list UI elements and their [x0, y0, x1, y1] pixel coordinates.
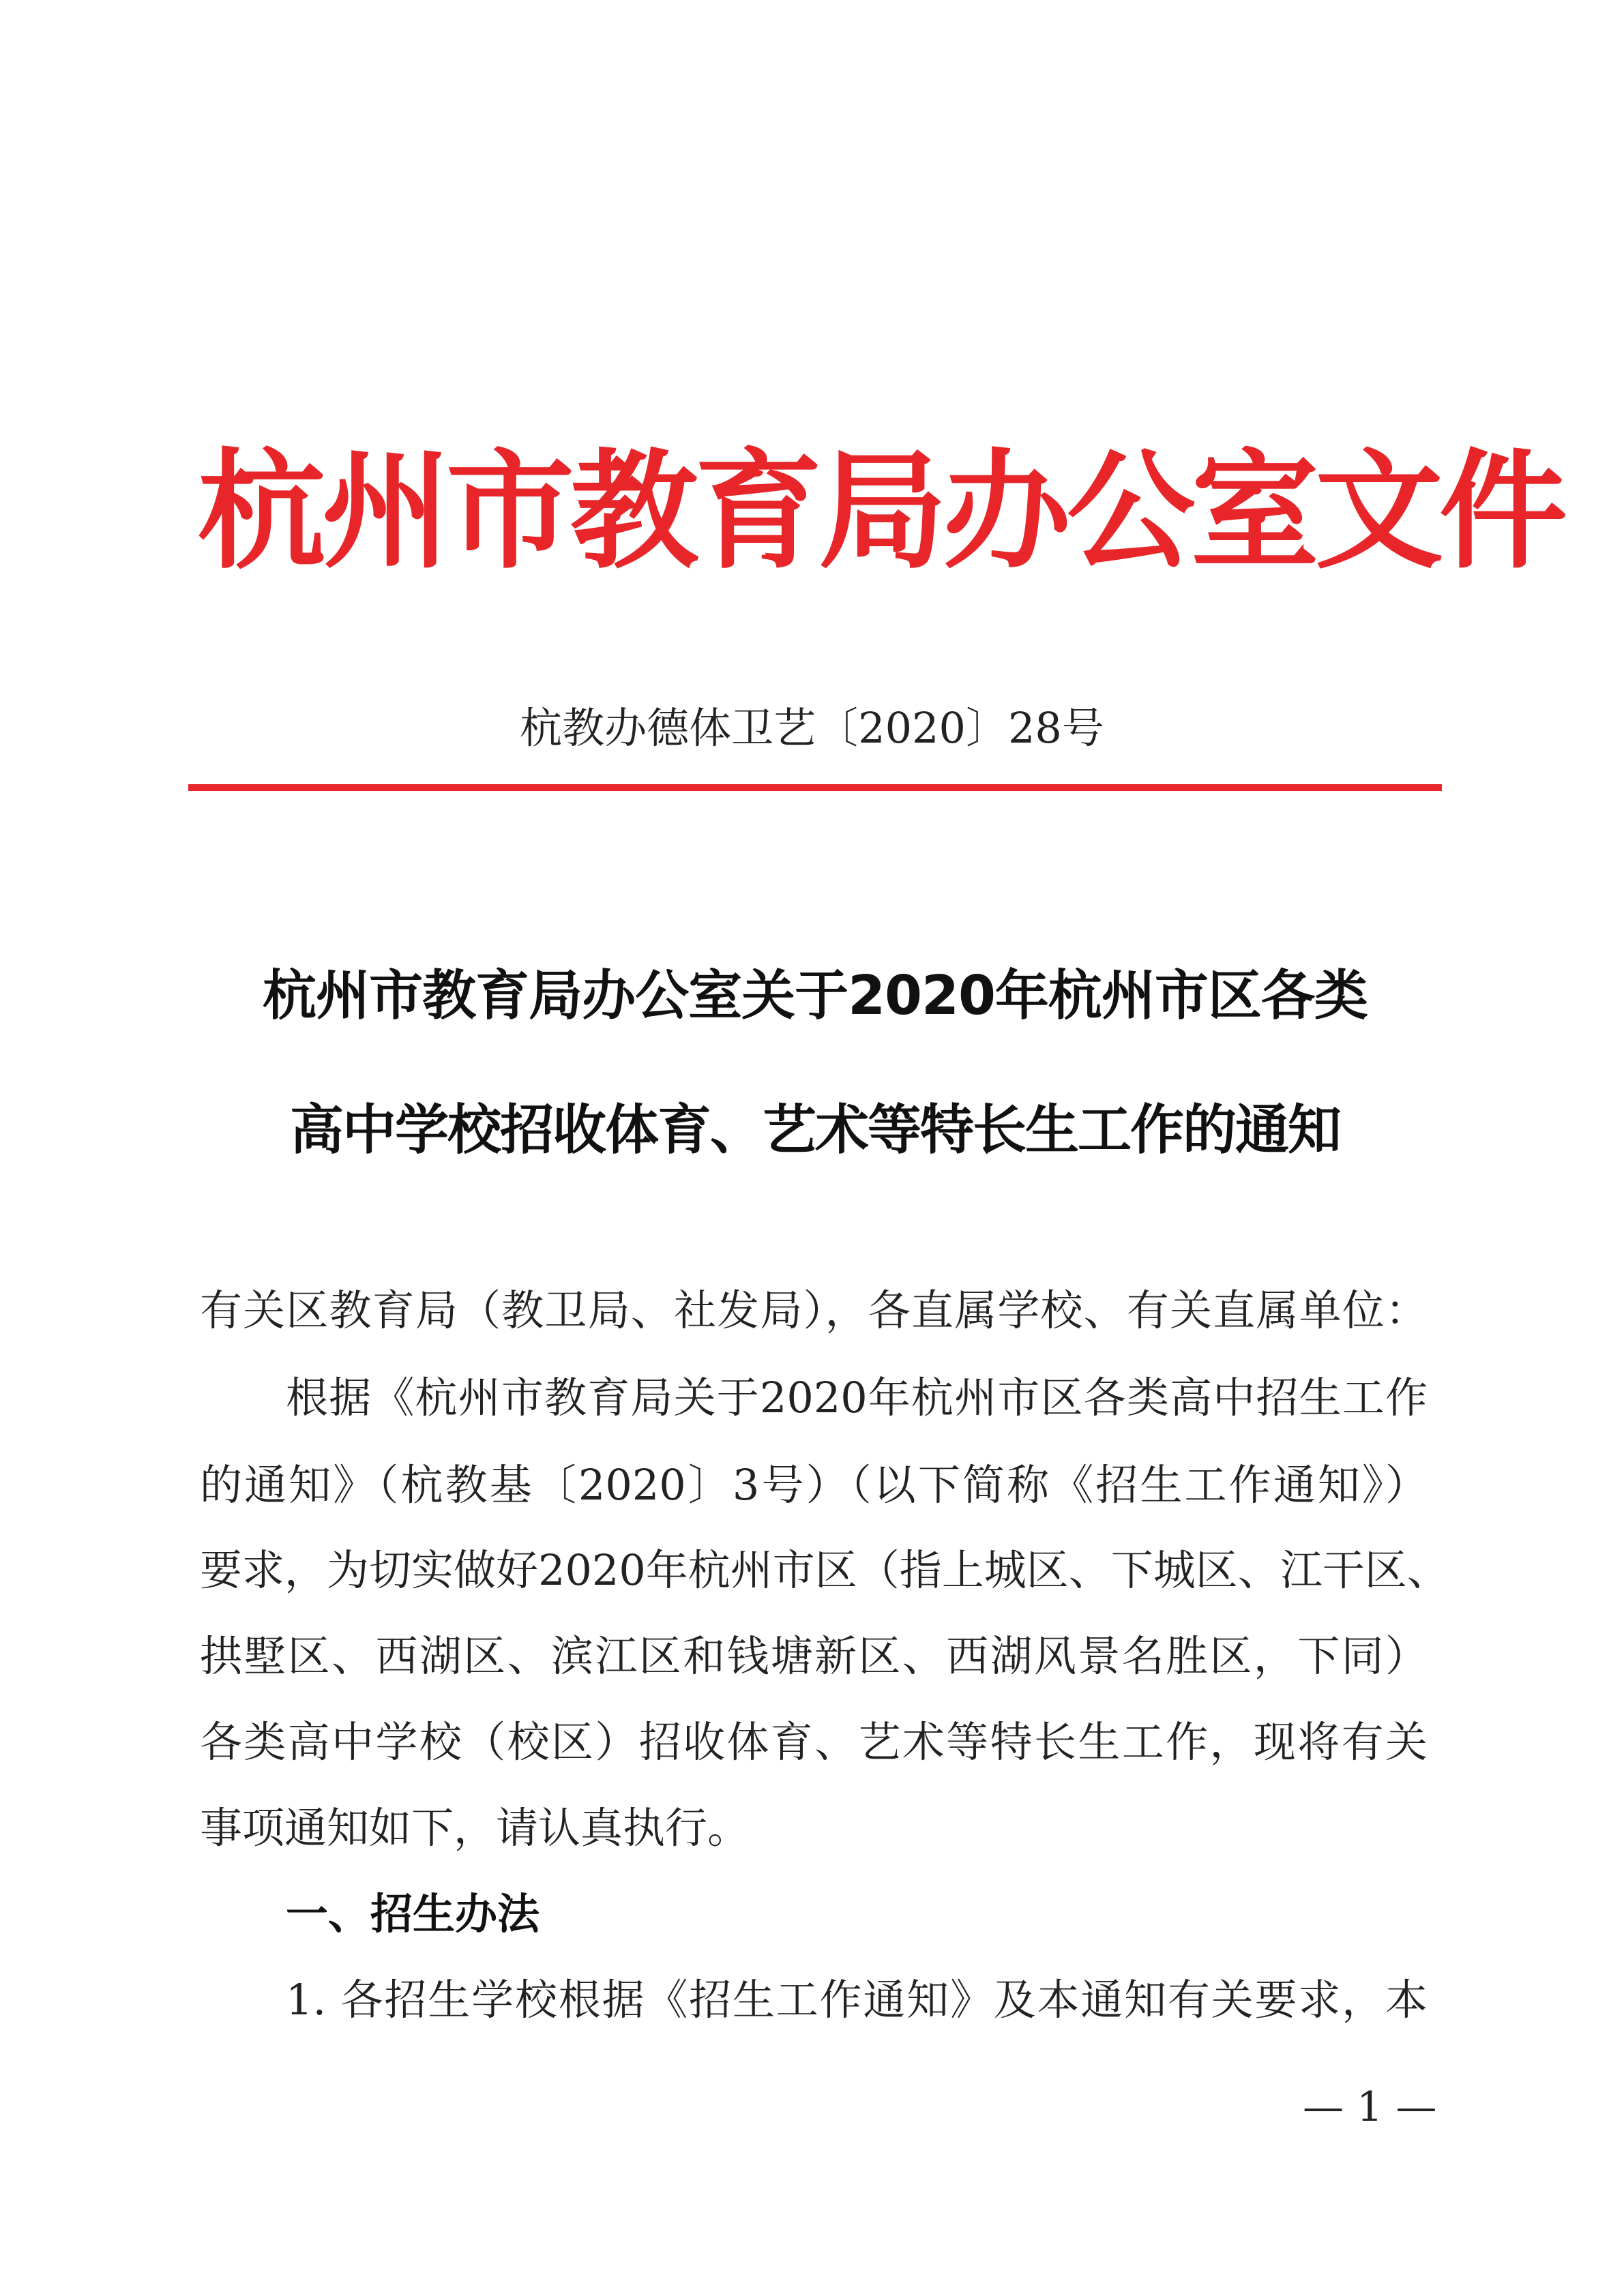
document-number: 杭教办德体卫艺〔2020〕28号: [520, 703, 1104, 753]
page-number: — 1 —: [1303, 2083, 1437, 2131]
masthead-title: 杭州市教育局办公室文件: [198, 436, 1563, 586]
notice-title-line-2: 高中学校招收体育、艺术等特长生工作的通知: [290, 1099, 1340, 1161]
paragraph-line: 要求，为切实做好2020年杭州市区（指上城区、下城区、江干区、: [200, 1545, 1449, 1595]
list-item-line: 1. 各招生学校根据《招生工作通知》及本通知有关要求，本: [286, 1975, 1428, 2025]
paragraph-line: 的通知》（杭教基〔2020〕3号）（以下简称《招生工作通知》）: [200, 1460, 1428, 1510]
paragraph-line: 根据《杭州市教育局关于2020年杭州市区各类高中招生工作: [286, 1373, 1428, 1422]
paragraph-line: 拱墅区、西湖区、滨江区和钱塘新区、西湖风景名胜区，下同）: [200, 1631, 1428, 1681]
red-divider-line: [188, 784, 1442, 791]
paragraph-line: 各类高中学校（校区）招收体育、艺术等特长生工作，现将有关: [200, 1717, 1428, 1767]
paragraph-line: 事项通知如下，请认真执行。: [200, 1803, 750, 1853]
addressee-line: 有关区教育局（教卫局、社发局），各直属学校、有关直属单位：: [200, 1285, 1428, 1335]
section-heading: 一、招生办法: [286, 1889, 540, 1939]
notice-title-line-1: 杭州市教育局办公室关于2020年杭州市区各类: [263, 964, 1368, 1027]
